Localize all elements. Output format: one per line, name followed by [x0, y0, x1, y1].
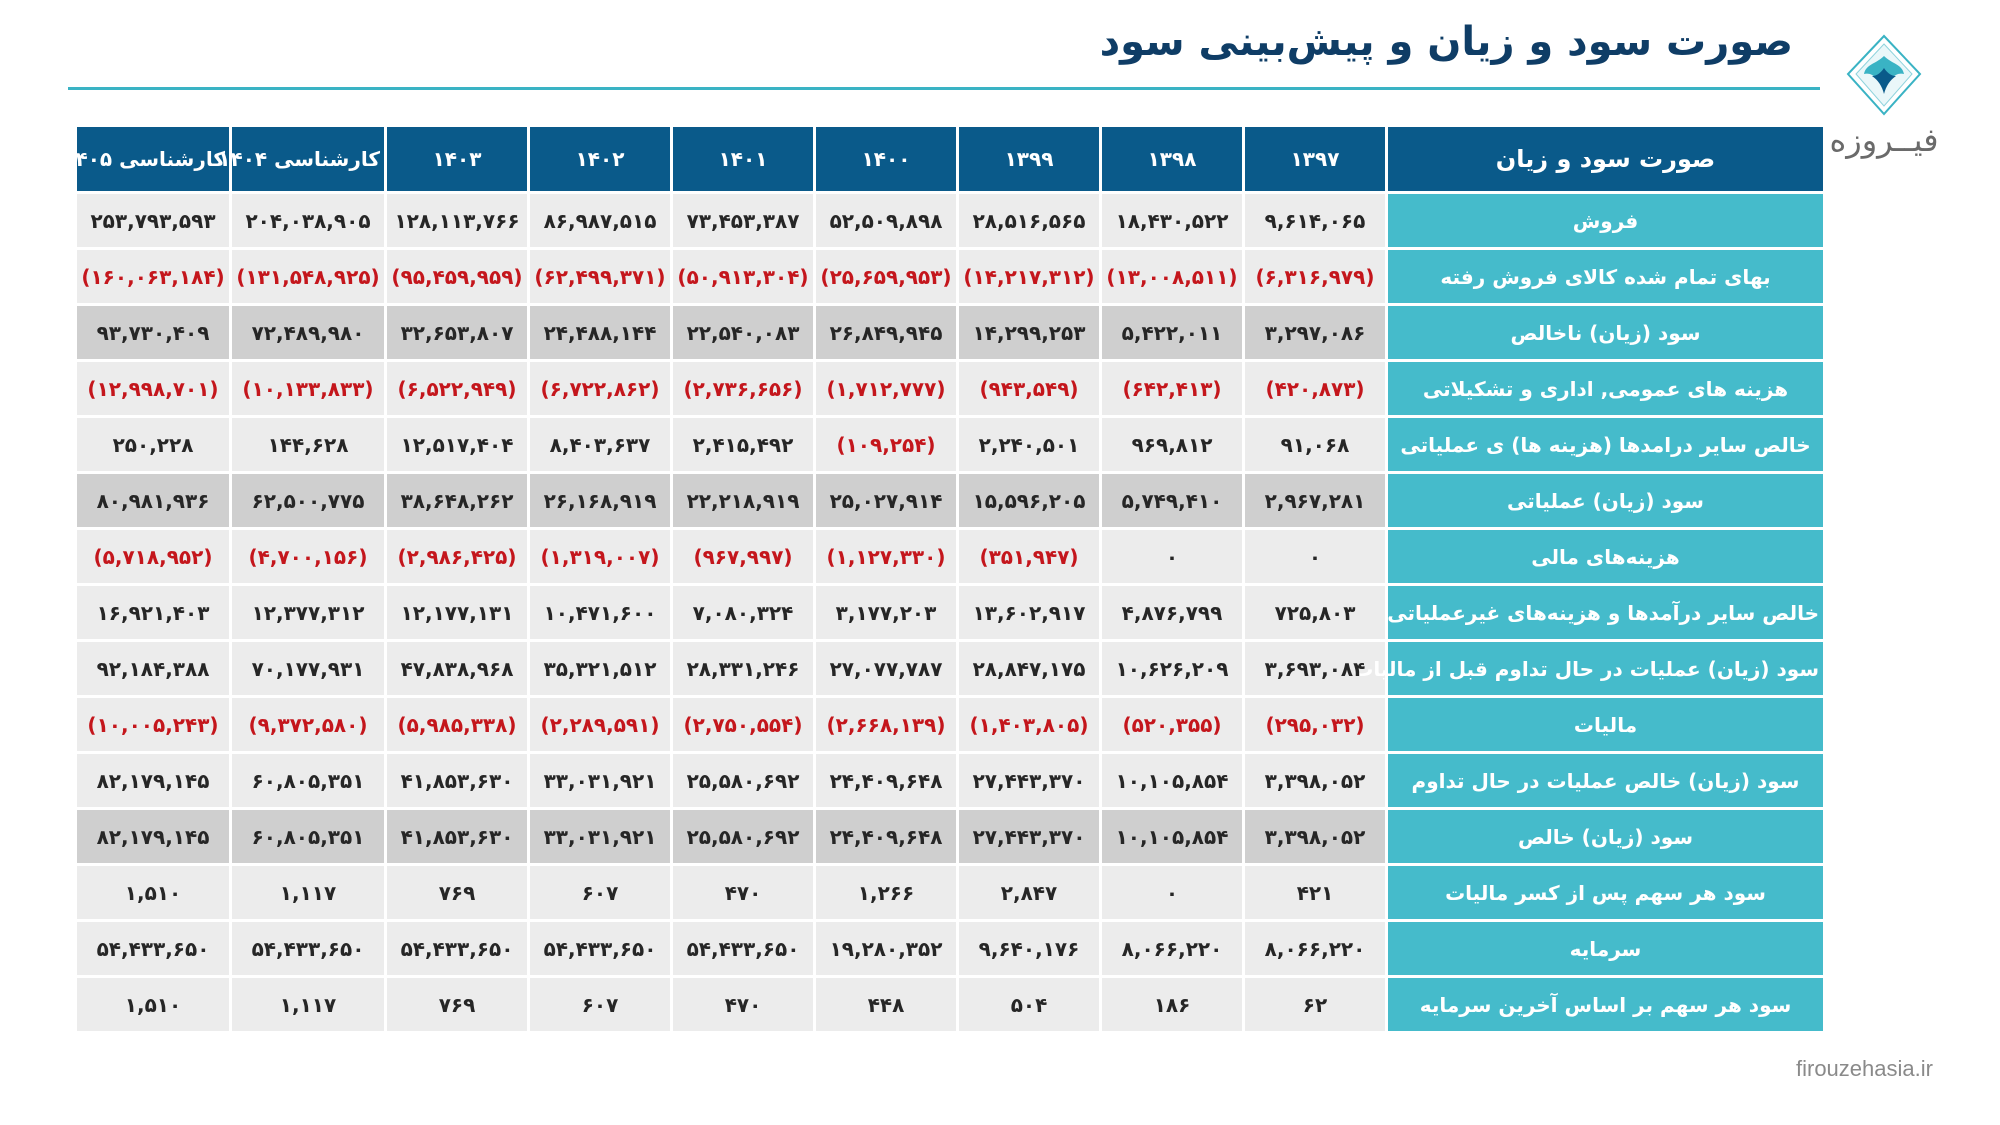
table-cell: ۶۰۷	[530, 866, 670, 919]
table-cell: (۱۰۹,۲۵۴)	[816, 418, 956, 471]
table-cell: ۱۳,۶۰۲,۹۱۷	[959, 586, 1099, 639]
table-cell: ۲,۸۴۷	[959, 866, 1099, 919]
table-cell: ۴۲۱	[1245, 866, 1385, 919]
income-statement-table-wrap	[63, 124, 1819, 1034]
table-cell: ۳۵,۳۲۱,۵۱۲	[530, 642, 670, 695]
table-cell: ۷۳,۴۵۳,۳۸۷	[673, 194, 813, 247]
table-header-row	[77, 127, 1823, 191]
table-cell: ۷۰,۱۷۷,۹۳۱	[232, 642, 384, 695]
row-label: فروش	[1388, 194, 1823, 247]
table-cell: ۵۴,۴۳۳,۶۵۰	[232, 922, 384, 975]
table-cell: ۲۷,۰۷۷,۷۸۷	[816, 642, 956, 695]
table-row	[77, 754, 1823, 807]
table-cell: ۲۸,۸۴۷,۱۷۵	[959, 642, 1099, 695]
table-cell: ۱۸,۴۳۰,۵۲۲	[1102, 194, 1242, 247]
table-cell: ۶۰۷	[530, 978, 670, 1031]
table-cell: ۱۲,۵۱۷,۴۰۴	[387, 418, 527, 471]
row-label: سرمایه	[1388, 922, 1823, 975]
column-header: صورت سود و زیان	[1388, 127, 1823, 191]
table-cell: ۵۲,۵۰۹,۸۹۸	[816, 194, 956, 247]
table-cell: (۱۲,۹۹۸,۷۰۱)	[77, 362, 229, 415]
column-header: کارشناسی ۱۴۰۵	[77, 127, 229, 191]
table-cell: (۳۵۱,۹۴۷)	[959, 530, 1099, 583]
table-cell: ۲۵۰,۲۲۸	[77, 418, 229, 471]
table-cell: (۶,۷۲۲,۸۶۲)	[530, 362, 670, 415]
table-cell: ۶۰,۸۰۵,۳۵۱	[232, 810, 384, 863]
row-label: خالص سایر درامدها (هزینه ها) ی عملیاتی	[1388, 418, 1823, 471]
row-label: سود هر سهم بر اساس آخرین سرمایه	[1388, 978, 1823, 1031]
table-cell: (۱,۴۰۳,۸۰۵)	[959, 698, 1099, 751]
table-row	[77, 810, 1823, 863]
column-header: ۱۳۹۷	[1245, 127, 1385, 191]
row-label: بهای تمام شده کالای فروش رفته	[1388, 250, 1823, 303]
table-cell: ۵۴,۴۳۳,۶۵۰	[530, 922, 670, 975]
table-cell: ۶۲,۵۰۰,۷۷۵	[232, 474, 384, 527]
table-cell: ۱۹,۲۸۰,۳۵۲	[816, 922, 956, 975]
row-label: هزینه های عمومی, اداری و تشکیلاتی	[1388, 362, 1823, 415]
table-cell: ۱۲,۳۷۷,۳۱۲	[232, 586, 384, 639]
table-cell: ۵۴,۴۳۳,۶۵۰	[387, 922, 527, 975]
table-cell: ۲۷,۴۴۳,۳۷۰	[959, 754, 1099, 807]
table-cell: ۲۲,۲۱۸,۹۱۹	[673, 474, 813, 527]
table-row	[77, 642, 1823, 695]
table-cell: ۴۱,۸۵۳,۶۳۰	[387, 810, 527, 863]
table-cell: (۱۶۰,۰۶۳,۱۸۴)	[77, 250, 229, 303]
table-cell: ۹۳,۷۳۰,۴۰۹	[77, 306, 229, 359]
row-label: خالص سایر درآمدها و هزینه‌های غیرعملیاتی	[1388, 586, 1823, 639]
table-cell: ۵۴,۴۳۳,۶۵۰	[673, 922, 813, 975]
table-cell: ۷۲,۴۸۹,۹۸۰	[232, 306, 384, 359]
table-cell: ۱۸۶	[1102, 978, 1242, 1031]
table-cell: (۲۹۵,۰۳۲)	[1245, 698, 1385, 751]
logo-wordmark: فیــروزه	[1829, 121, 1939, 159]
table-cell: ۰	[1245, 530, 1385, 583]
table-cell: ۱,۱۱۷	[232, 866, 384, 919]
table-cell: ۳۳,۰۳۱,۹۲۱	[530, 754, 670, 807]
table-cell: (۶,۵۲۲,۹۴۹)	[387, 362, 527, 415]
table-cell: (۵,۹۸۵,۳۳۸)	[387, 698, 527, 751]
table-row	[77, 866, 1823, 919]
row-label: سود (زیان) خالص	[1388, 810, 1823, 863]
table-cell: (۱,۷۱۲,۷۷۷)	[816, 362, 956, 415]
table-cell: (۶,۳۱۶,۹۷۹)	[1245, 250, 1385, 303]
row-label: سود هر سهم پس از کسر مالیات	[1388, 866, 1823, 919]
table-cell: ۲۵,۵۸۰,۶۹۲	[673, 754, 813, 807]
table-cell: ۸,۰۶۶,۲۲۰	[1102, 922, 1242, 975]
table-cell: ۲۴,۴۸۸,۱۴۴	[530, 306, 670, 359]
table-cell: ۴,۸۷۶,۷۹۹	[1102, 586, 1242, 639]
table-cell: (۲,۷۵۰,۵۵۴)	[673, 698, 813, 751]
table-cell: ۲۴,۴۰۹,۶۴۸	[816, 810, 956, 863]
table-cell: ۲۲,۵۴۰,۰۸۳	[673, 306, 813, 359]
column-header: ۱۴۰۰	[816, 127, 956, 191]
table-cell: ۲,۴۱۵,۴۹۲	[673, 418, 813, 471]
row-label: هزینه‌های مالی	[1388, 530, 1823, 583]
table-cell: ۷,۰۸۰,۳۲۴	[673, 586, 813, 639]
table-row	[77, 922, 1823, 975]
table-cell: (۹۵,۴۵۹,۹۵۹)	[387, 250, 527, 303]
table-cell: ۲۵,۵۸۰,۶۹۲	[673, 810, 813, 863]
table-cell: ۱۶,۹۲۱,۴۰۳	[77, 586, 229, 639]
table-cell: ۳۸,۶۴۸,۲۶۲	[387, 474, 527, 527]
table-cell: ۳,۱۷۷,۲۰۳	[816, 586, 956, 639]
table-cell: ۵,۷۴۹,۴۱۰	[1102, 474, 1242, 527]
table-cell: ۴۷۰	[673, 866, 813, 919]
table-cell: ۹۱,۰۶۸	[1245, 418, 1385, 471]
table-cell: (۵۲۰,۳۵۵)	[1102, 698, 1242, 751]
table-cell: ۷۶۹	[387, 978, 527, 1031]
column-header: کارشناسی ۱۴۰۴	[232, 127, 384, 191]
table-cell: (۱۳,۰۰۸,۵۱۱)	[1102, 250, 1242, 303]
table-row	[77, 250, 1823, 303]
table-cell: (۲,۹۸۶,۴۲۵)	[387, 530, 527, 583]
table-cell: (۱,۱۲۷,۳۳۰)	[816, 530, 956, 583]
table-cell: (۹,۳۷۲,۵۸۰)	[232, 698, 384, 751]
table-cell: (۱,۳۱۹,۰۰۷)	[530, 530, 670, 583]
table-row	[77, 306, 1823, 359]
table-cell: ۱۵,۵۹۶,۲۰۵	[959, 474, 1099, 527]
table-cell: (۹۶۷,۹۹۷)	[673, 530, 813, 583]
table-cell: (۱۰,۱۳۳,۸۳۳)	[232, 362, 384, 415]
table-cell: ۰	[1102, 866, 1242, 919]
table-cell: ۸۰,۹۸۱,۹۳۶	[77, 474, 229, 527]
table-cell: ۱۴,۲۹۹,۲۵۳	[959, 306, 1099, 359]
table-cell: (۵,۷۱۸,۹۵۲)	[77, 530, 229, 583]
table-cell: ۱۰,۱۰۵,۸۵۴	[1102, 754, 1242, 807]
table-cell: ۱۰,۴۷۱,۶۰۰	[530, 586, 670, 639]
table-cell: ۸,۰۶۶,۲۲۰	[1245, 922, 1385, 975]
firouzeh-emblem-icon	[1846, 34, 1922, 116]
table-cell: (۲,۲۸۹,۵۹۱)	[530, 698, 670, 751]
table-row	[77, 586, 1823, 639]
table-cell: ۲۸,۵۱۶,۵۶۵	[959, 194, 1099, 247]
table-cell: (۵۰,۹۱۳,۳۰۴)	[673, 250, 813, 303]
table-cell: ۸۶,۹۸۷,۵۱۵	[530, 194, 670, 247]
table-cell: ۵۰۴	[959, 978, 1099, 1031]
table-cell: ۲,۹۶۷,۲۸۱	[1245, 474, 1385, 527]
table-cell: (۴,۷۰۰,۱۵۶)	[232, 530, 384, 583]
table-row	[77, 362, 1823, 415]
table-cell: ۳,۳۹۸,۰۵۲	[1245, 810, 1385, 863]
table-cell: ۹۶۹,۸۱۲	[1102, 418, 1242, 471]
table-cell: ۵,۴۲۲,۰۱۱	[1102, 306, 1242, 359]
table-cell: (۶۴۲,۴۱۳)	[1102, 362, 1242, 415]
table-cell: ۲۵,۰۲۷,۹۱۴	[816, 474, 956, 527]
table-cell: ۲۴,۴۰۹,۶۴۸	[816, 754, 956, 807]
table-row	[77, 194, 1823, 247]
table-cell: ۲۵۳,۷۹۳,۵۹۳	[77, 194, 229, 247]
table-cell: ۳۳,۰۳۱,۹۲۱	[530, 810, 670, 863]
table-cell: ۰	[1102, 530, 1242, 583]
row-label: سود (زیان) عملیات در حال تداوم قبل از مالیات	[1388, 642, 1823, 695]
table-cell: ۶۲	[1245, 978, 1385, 1031]
column-header: ۱۴۰۲	[530, 127, 670, 191]
column-header: ۱۳۹۹	[959, 127, 1099, 191]
table-cell: ۴۴۸	[816, 978, 956, 1031]
table-cell: ۲۰۴,۰۳۸,۹۰۵	[232, 194, 384, 247]
table-cell: (۱۴,۲۱۷,۳۱۲)	[959, 250, 1099, 303]
table-cell: ۲۷,۴۴۳,۳۷۰	[959, 810, 1099, 863]
table-cell: ۲,۲۴۰,۵۰۱	[959, 418, 1099, 471]
table-cell: ۹,۶۴۰,۱۷۶	[959, 922, 1099, 975]
table-cell: ۲۸,۳۳۱,۲۴۶	[673, 642, 813, 695]
table-cell: ۳۲,۶۵۳,۸۰۷	[387, 306, 527, 359]
table-cell: ۱,۲۶۶	[816, 866, 956, 919]
table-cell: ۶۰,۸۰۵,۳۵۱	[232, 754, 384, 807]
title-divider	[68, 87, 1820, 90]
row-label: مالیات	[1388, 698, 1823, 751]
table-row	[77, 418, 1823, 471]
table-cell: ۵۴,۴۳۳,۶۵۰	[77, 922, 229, 975]
table-cell: ۸۲,۱۷۹,۱۴۵	[77, 810, 229, 863]
column-header: ۱۴۰۳	[387, 127, 527, 191]
page-title: صورت سود و زیان و پیش‌بینی سود	[1099, 19, 1793, 65]
column-header: ۱۳۹۸	[1102, 127, 1242, 191]
table-cell: ۱۲,۱۷۷,۱۳۱	[387, 586, 527, 639]
table-cell: (۴۲۰,۸۷۳)	[1245, 362, 1385, 415]
table-cell: ۳,۶۹۳,۰۸۴	[1245, 642, 1385, 695]
website-watermark: firouzehasia.ir	[1796, 1056, 1933, 1081]
table-cell: ۷۲۵,۸۰۳	[1245, 586, 1385, 639]
table-cell: ۹,۶۱۴,۰۶۵	[1245, 194, 1385, 247]
table-cell: ۱,۵۱۰	[77, 866, 229, 919]
row-label: سود (زیان) خالص عملیات در حال تداوم	[1388, 754, 1823, 807]
table-cell: ۱۲۸,۱۱۳,۷۶۶	[387, 194, 527, 247]
table-row	[77, 698, 1823, 751]
table-cell: ۱۰,۶۲۶,۲۰۹	[1102, 642, 1242, 695]
table-cell: ۲۶,۱۶۸,۹۱۹	[530, 474, 670, 527]
table-cell: ۳,۲۹۷,۰۸۶	[1245, 306, 1385, 359]
table-row	[77, 474, 1823, 527]
table-cell: ۷۶۹	[387, 866, 527, 919]
table-cell: ۴۷,۸۳۸,۹۶۸	[387, 642, 527, 695]
table-cell: (۱۰,۰۰۵,۲۴۳)	[77, 698, 229, 751]
table-cell: (۲,۶۶۸,۱۳۹)	[816, 698, 956, 751]
table-cell: ۴۱,۸۵۳,۶۳۰	[387, 754, 527, 807]
table-cell: ۱,۱۱۷	[232, 978, 384, 1031]
table-row	[77, 978, 1823, 1031]
column-header: ۱۴۰۱	[673, 127, 813, 191]
table-cell: (۱۳۱,۵۴۸,۹۲۵)	[232, 250, 384, 303]
row-label: سود (زیان) ناخالص	[1388, 306, 1823, 359]
table-cell: (۶۲,۴۹۹,۳۷۱)	[530, 250, 670, 303]
table-cell: ۸۲,۱۷۹,۱۴۵	[77, 754, 229, 807]
table-cell: (۲,۷۳۶,۶۵۶)	[673, 362, 813, 415]
table-cell: (۲۵,۶۵۹,۹۵۳)	[816, 250, 956, 303]
table-cell: (۹۴۳,۵۴۹)	[959, 362, 1099, 415]
table-cell: ۱۰,۱۰۵,۸۵۴	[1102, 810, 1242, 863]
table-cell: ۴۷۰	[673, 978, 813, 1031]
table-cell: ۲۶,۸۴۹,۹۴۵	[816, 306, 956, 359]
table-cell: ۸,۴۰۳,۶۳۷	[530, 418, 670, 471]
brand-logo	[1828, 34, 1940, 164]
table-cell: ۳,۳۹۸,۰۵۲	[1245, 754, 1385, 807]
income-statement-table	[63, 124, 1826, 1034]
table-cell: ۱۴۴,۶۲۸	[232, 418, 384, 471]
table-cell: ۱,۵۱۰	[77, 978, 229, 1031]
row-label: سود (زیان) عملیاتی	[1388, 474, 1823, 527]
table-row	[77, 530, 1823, 583]
table-cell: ۹۲,۱۸۴,۳۸۸	[77, 642, 229, 695]
